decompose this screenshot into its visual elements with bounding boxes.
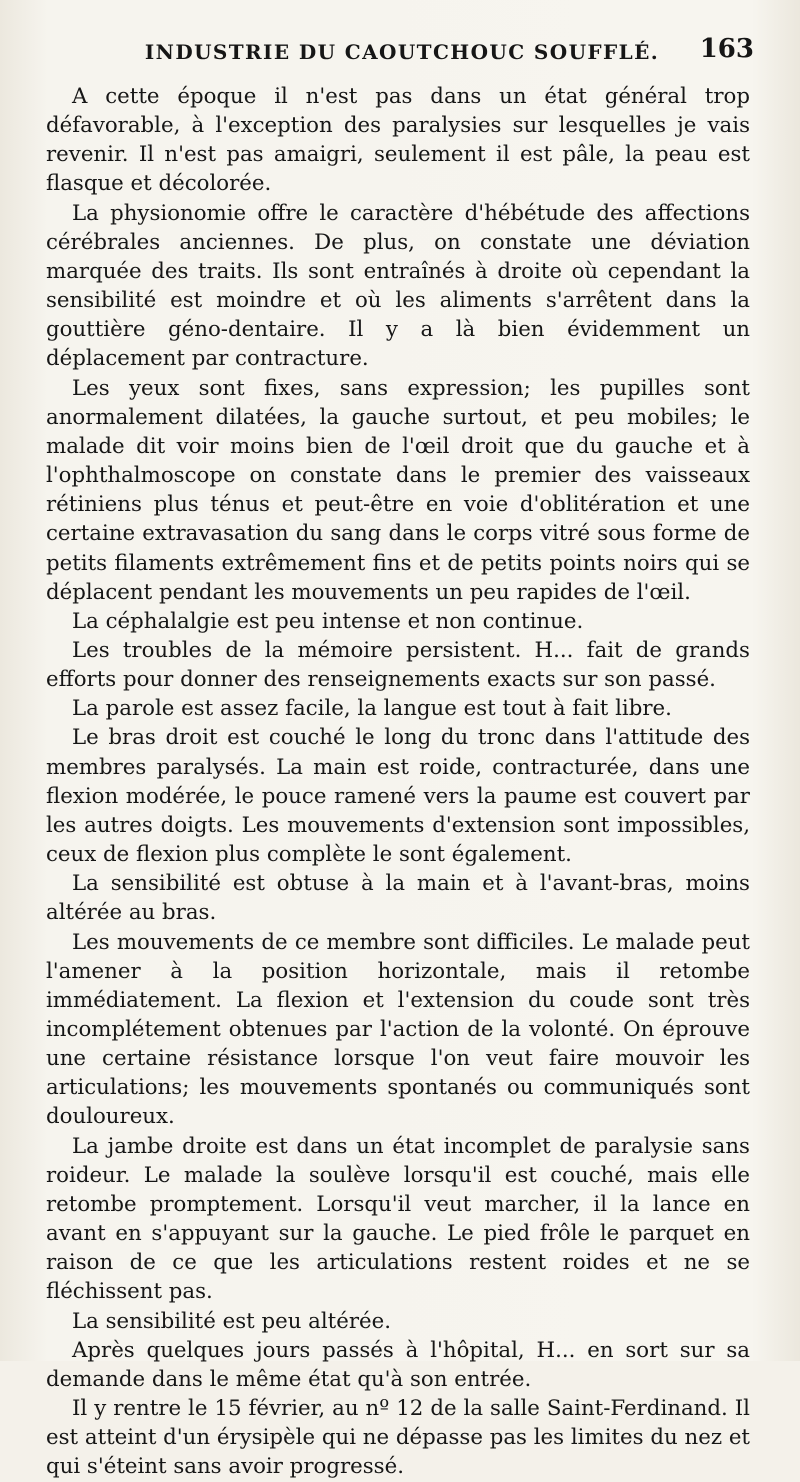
paragraph: La sensibilité est peu altérée. <box>72 1308 392 1334</box>
paragraph: La parole est assez facile, la langue est tout à fait libre. <box>72 696 672 722</box>
paragraph: Les troubles de la mémoire persistent. H... fait de grands efforts pour donner des renseignements exacts sur son passé. <box>46 637 750 693</box>
paragraph: Il y rentre le 15 février, au nº 12 de la salle Saint-Ferdinand. Il est atteint d'un érysipèle qui ne dépasse pas les limites du nez et qui s'éteint sans avoir progressé. <box>46 1396 750 1480</box>
running-header <box>50 34 754 68</box>
paragraph: Les mouvements de ce membre sont difficiles. Le malade peut l'amener à la position horizontale, mais il retombe immédiatement. La flexion et l'extension du coude sont très incomplétement obtenues par l'action de la volonté. On éprouve une certaine résistance lorsque l'on veut faire mouvoir les articulations; les mouvements spontanés ou communiqués sont douloureux. <box>46 929 750 1130</box>
page-number: 163 <box>699 34 754 64</box>
paragraph: La céphalalgie est peu intense et non continue. <box>72 608 584 634</box>
paragraph: Le bras droit est couché le long du tronc dans l'attitude des membres paralysés. La main est roide, contracturée, dans une flexion modérée, le pouce ramené vers la paume est couvert par les autres doigts. Les mouvements d'extension sont impossibles, ceux de flexion plus complète le sont également. <box>46 725 750 868</box>
paragraph: Les yeux sont fixes, sans expression; les pupilles sont anormalement dilatées, la gauche surtout, et peu mobiles; le malade dit voir moins bien de l'œil droit que du gauche et à l'ophthalmoscope on constate dans le premier des vaisseaux rétiniens plus ténus et peut-être en voie d'oblitération et une certaine extravasation du sang dans le corps vitré sous forme de petits filaments extrêmement fins et de petits points noirs qui se déplacent pendant les mouvements un peu rapides de l'œil. <box>46 375 750 605</box>
body-text <box>46 82 750 1482</box>
paragraph: A cette époque il n'est pas dans un état général trop défavorable, à l'exception des paralysies sur lesquelles je vais revenir. Il n'est pas amaigri, seulement il est pâle, la peau est flasque et décolorée. <box>46 84 750 197</box>
paragraph: La physionomie offre le caractère d'hébétude des affections cérébrales anciennes. De plus, on constate une déviation marquée des traits. Ils sont entraînés à droite où cependant la sensibilité est moindre et où les aliments s'arrêtent dans la gouttière géno-dentaire. Il y a là bien évidemment un déplacement par contracture. <box>46 200 750 372</box>
paragraph: Après quelques jours passés à l'hôpital, H... en sort sur sa demande dans le même état qu'à son entrée. <box>46 1337 750 1392</box>
paragraph: La jambe droite est dans un état incomplet de paralysie sans roideur. Le malade la soulève lorsqu'il est couché, mais elle retombe promptement. Lorsqu'il veut marcher, il la lance en avant en s'appuyant sur la gauche. Le pied frôle le parquet en raison de ce que les articulations restent roides et ne se fléchissent pas. <box>46 1133 750 1305</box>
running-title: INDUSTRIE DU CAOUTCHOUC SOUFFLÉ. <box>144 40 660 64</box>
paragraph: La sensibilité est obtuse à la main et à l'avant-bras, moins altérée au bras. <box>46 871 750 926</box>
